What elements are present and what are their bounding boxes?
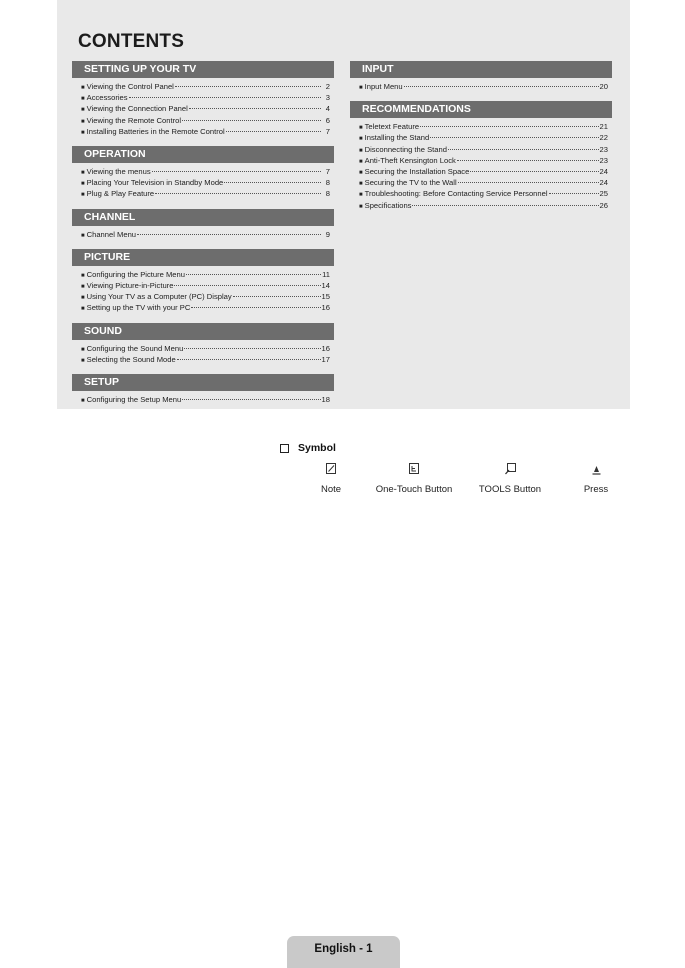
toc-entry-page: 26: [599, 200, 608, 210]
toc-entry-label: Viewing the Connection Panel: [86, 104, 188, 114]
toc-entry-label: Channel Menu: [86, 229, 137, 239]
section-items: [350, 82, 612, 93]
symbol-press: [576, 463, 616, 495]
toc-entry-page: 20: [599, 82, 608, 91]
bullet-icon: ■: [81, 192, 85, 199]
toc-entry-label: Viewing the menus: [86, 167, 151, 177]
toc-entry-label: Installing Batteries in the Remote Control: [86, 126, 225, 136]
toc-entry: [359, 82, 608, 93]
section-header: SETTING UP YOUR TV: [72, 61, 334, 78]
dot-leader: [174, 285, 320, 286]
toc-entry-page: 8: [325, 189, 330, 199]
dot-leader: [182, 399, 320, 400]
toc-entry-page: 15: [321, 292, 330, 302]
dot-leader: [184, 348, 320, 349]
dot-leader: [470, 171, 598, 172]
toc-entry-label: Plug & Play Feature: [86, 189, 155, 199]
toc-entry: [81, 116, 330, 127]
page-title: CONTENTS: [78, 31, 185, 52]
toc-entry: [81, 93, 330, 104]
symbol-tools-label: TOOLS Button: [478, 484, 542, 495]
symbol-heading: [280, 442, 336, 454]
toc-entry: [359, 189, 608, 200]
toc-entry-label: Installing the Stand: [364, 133, 430, 143]
toc-section: [72, 374, 334, 406]
bullet-icon: ■: [81, 284, 85, 291]
dot-leader: [457, 160, 599, 161]
symbol-press-label: Press: [583, 484, 609, 495]
toc-entry: [81, 355, 330, 366]
dot-leader: [129, 97, 321, 98]
toc-entry-page: 2: [325, 82, 330, 91]
bullet-icon: ■: [81, 398, 85, 405]
toc-entry-label: Disconnecting the Stand: [364, 144, 447, 154]
symbol-one-touch: [370, 463, 458, 495]
section-header: RECOMMENDATIONS: [350, 101, 612, 118]
one-touch-button-icon: [370, 463, 458, 477]
dot-leader: [152, 171, 321, 172]
toc-entry-page: 21: [599, 122, 608, 132]
section-items: [72, 395, 334, 406]
symbol-note: [305, 463, 357, 495]
dot-leader: [186, 274, 321, 275]
toc-entry-page: 23: [599, 155, 608, 165]
bullet-icon: ■: [81, 272, 85, 279]
bullet-icon: ■: [359, 170, 363, 177]
toc-entry: [81, 270, 330, 281]
bullet-icon: ■: [81, 181, 85, 188]
toc-entry: [81, 303, 330, 314]
toc-entry: [81, 178, 330, 189]
toc-entry: [81, 167, 330, 178]
toc-entry-label: Securing the Installation Space: [364, 167, 470, 177]
bullet-icon: ■: [81, 295, 85, 302]
dot-leader: [233, 296, 321, 297]
toc-entry: [359, 145, 608, 156]
section-items: [72, 344, 334, 366]
toc-entry: [359, 201, 608, 212]
toc-entry-label: Viewing Picture-in-Picture: [86, 281, 174, 291]
section-header: SOUND: [72, 323, 334, 340]
toc-entry: [81, 344, 330, 355]
dot-leader: [430, 137, 598, 138]
toc-entry: [359, 167, 608, 178]
bullet-icon: ■: [359, 136, 363, 143]
toc-entry-page: 6: [325, 115, 330, 125]
bullet-icon: ■: [81, 118, 85, 125]
toc-entry-label: Using Your TV as a Computer (PC) Display: [86, 292, 232, 302]
section-header: PICTURE: [72, 249, 334, 266]
dot-leader: [226, 131, 321, 132]
toc-entry: [359, 133, 608, 144]
toc-right-column: [350, 61, 612, 220]
toc-entry-page: 25: [599, 189, 608, 199]
section-header: INPUT: [350, 61, 612, 78]
checkbox-icon: [280, 444, 289, 453]
toc-entry: [81, 395, 330, 406]
press-icon: [576, 463, 616, 477]
toc-entry-page: 16: [321, 303, 330, 313]
toc-entry-label: Input Menu: [364, 82, 403, 91]
bullet-icon: ■: [81, 170, 85, 177]
toc-entry: [81, 82, 330, 93]
symbol-heading-label: Symbol: [298, 442, 336, 454]
toc-entry: [81, 292, 330, 303]
bullet-icon: ■: [359, 158, 363, 165]
dot-leader: [412, 205, 598, 206]
toc-entry-label: Teletext Feature: [364, 122, 420, 132]
toc-entry-page: 4: [325, 104, 330, 114]
section-items: [72, 230, 334, 241]
bullet-icon: ■: [359, 192, 363, 199]
toc-entry: [359, 156, 608, 167]
dot-leader: [182, 120, 321, 121]
toc-entry-page: 8: [325, 178, 330, 188]
toc-entry-page: 22: [599, 133, 608, 143]
toc-entry-label: Configuring the Sound Menu: [86, 343, 184, 353]
toc-entry-label: Troubleshooting: Before Contacting Service Personnel: [364, 189, 548, 199]
toc-section: [350, 101, 612, 212]
dot-leader: [191, 307, 320, 308]
toc-entry-label: Anti-Theft Kensington Lock: [364, 155, 456, 165]
toc-entry-label: Viewing the Remote Control: [86, 115, 182, 125]
toc-entry: [359, 122, 608, 133]
toc-entry-page: 23: [599, 144, 608, 154]
bullet-icon: ■: [359, 85, 363, 91]
dot-leader: [175, 86, 321, 87]
toc-section: [72, 61, 334, 138]
symbol-tools: [472, 463, 548, 495]
toc-left-column: [72, 61, 334, 414]
section-items: [72, 167, 334, 201]
toc-entry-label: Specifications: [364, 200, 412, 210]
toc-entry-label: Configuring the Picture Menu: [86, 269, 185, 279]
bullet-icon: ■: [81, 107, 85, 114]
dot-leader: [404, 86, 599, 87]
note-icon: [305, 463, 357, 477]
toc-entry-page: 24: [599, 178, 608, 188]
section-header: OPERATION: [72, 146, 334, 163]
toc-section: [72, 323, 334, 366]
bullet-icon: ■: [81, 129, 85, 136]
toc-entry-page: 11: [322, 269, 330, 279]
bullet-icon: ■: [359, 181, 363, 188]
toc-entry-page: 7: [325, 167, 330, 177]
toc-entry-label: Viewing the Control Panel: [86, 82, 174, 91]
toc-entry-label: Securing the TV to the Wall: [364, 178, 457, 188]
bullet-icon: ■: [359, 203, 363, 210]
symbol-note-label: Note: [320, 484, 342, 495]
toc-entry-page: 3: [325, 93, 330, 103]
section-items: [72, 270, 334, 315]
toc-entry-label: Placing Your Television in Standby Mode: [86, 178, 224, 188]
dot-leader: [420, 126, 598, 127]
symbol-one-touch-label: One-Touch Button: [375, 484, 453, 495]
bullet-icon: ■: [81, 346, 85, 353]
section-items: [72, 82, 334, 138]
toc-section: [350, 61, 612, 93]
toc-entry-page: 14: [321, 281, 330, 291]
toc-entry: [81, 189, 330, 200]
bullet-icon: ■: [359, 125, 363, 132]
section-items: [350, 122, 612, 212]
toc-entry-page: 17: [321, 354, 330, 364]
dot-leader: [224, 182, 321, 183]
toc-entry: [81, 127, 330, 138]
dot-leader: [549, 193, 599, 194]
section-header: SETUP: [72, 374, 334, 391]
dot-leader: [448, 149, 599, 150]
toc-entry-page: 16: [321, 343, 330, 353]
bullet-icon: ■: [81, 85, 85, 91]
bullet-icon: ■: [81, 96, 85, 103]
bullet-icon: ■: [81, 306, 85, 313]
toc-entry-page: 9: [325, 229, 330, 239]
toc-entry-label: Setting up the TV with your PC: [86, 303, 191, 313]
tools-button-icon: [472, 463, 548, 477]
bullet-icon: ■: [359, 147, 363, 154]
dot-leader: [177, 359, 321, 360]
dot-leader: [137, 234, 321, 235]
toc-entry: [359, 178, 608, 189]
toc-entry-label: Selecting the Sound Mode: [86, 354, 176, 364]
toc-entry-page: 7: [325, 126, 330, 136]
bullet-icon: ■: [81, 232, 85, 239]
bullet-icon: ■: [81, 357, 85, 364]
toc-entry-label: Accessories: [86, 93, 128, 103]
toc-entry: [81, 230, 330, 241]
toc-entry: [81, 104, 330, 115]
dot-leader: [189, 108, 321, 109]
dot-leader: [155, 193, 321, 194]
toc-entry: [81, 281, 330, 292]
toc-entry-page: 18: [321, 395, 330, 405]
toc-entry-label: Configuring the Setup Menu: [86, 395, 182, 405]
section-header: CHANNEL: [72, 209, 334, 226]
toc-section: [72, 146, 334, 201]
toc-section: [72, 209, 334, 241]
page-number-tab: English - 1: [287, 936, 400, 968]
toc-entry-page: 24: [599, 167, 608, 177]
toc-section: [72, 249, 334, 315]
dot-leader: [458, 182, 599, 183]
